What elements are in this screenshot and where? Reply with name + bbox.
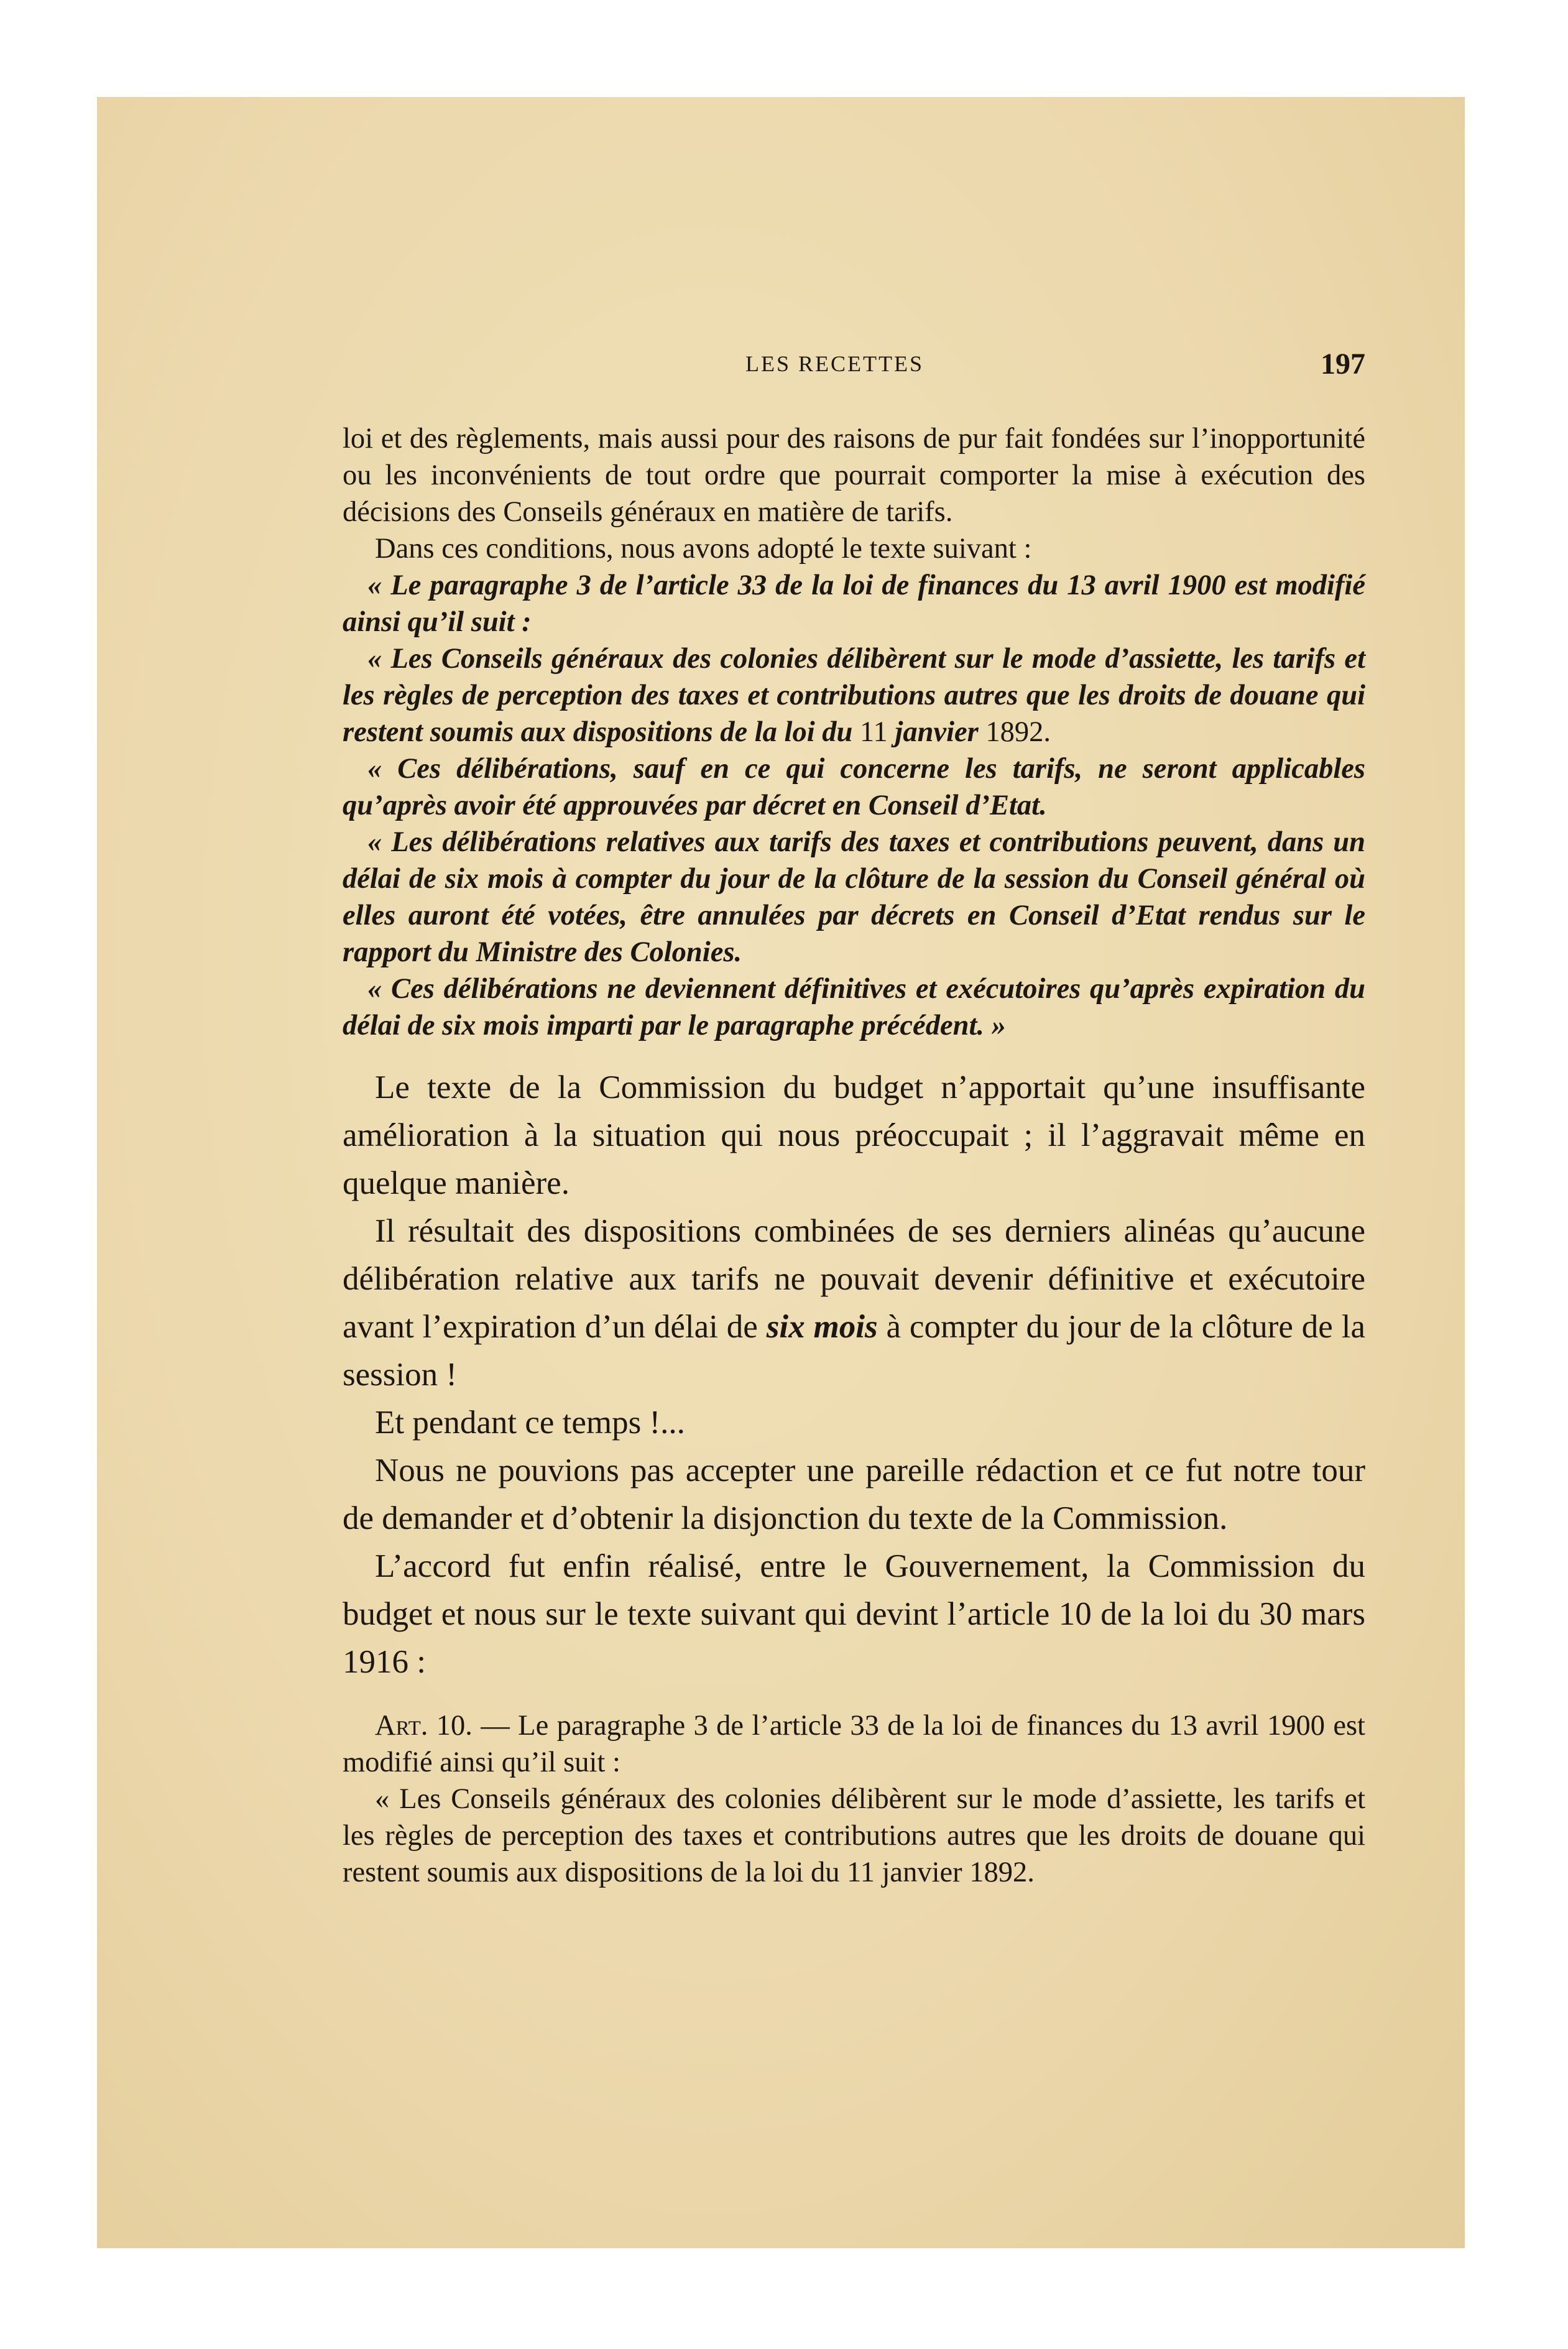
main-paragraph-5: L’accord fut enfin réalisé, entre le Gouvernement, la Commission du budget et nous sur le texte suivant qui devint l’article 10 de la loi du 30 mars 1916 : <box>343 1548 1365 1680</box>
running-head-title: LES RECETTES <box>745 351 924 376</box>
main-paragraph-1: Le texte de la Commission du budget n’apportait qu’une insuffisante amélioration à la situation qui nous préoccupait ; il l’aggravait même en quelque manière. <box>343 1069 1365 1201</box>
main-paragraph-2 <box>343 1207 1365 1399</box>
article-label: Art. 10. <box>375 1710 473 1742</box>
main-paragraph-3: Et pendant ce temps !... <box>375 1405 685 1441</box>
quoted-paragraph-5: « Ces délibérations ne deviennent définitives et exécutoires qu’après expiration du délai de six mois imparti par le paragraphe précédent. » <box>343 973 1365 1041</box>
running-head <box>343 348 1365 388</box>
scanned-page <box>97 97 1465 2248</box>
quoted-paragraph-1: « Le paragraphe 3 de l’article 33 de la loi de finances du 13 avril 1900 est modifié ainsi qu’il suit : <box>343 570 1365 638</box>
quoted-paragraph-4: « Les délibérations relatives aux tarifs des taxes et contributions peuvent, dans un délai de six mois à compter du jour de la clôture de la session du Conseil général où elles auront été votées, être annulées par décrets en Conseil d’Etat rendus sur le rapport du Ministre des Colonies. <box>343 826 1365 968</box>
article-paragraph-1 <box>343 1707 1365 1781</box>
quoted-paragraph-2-text: « Les Conseils généraux des colonies délibèrent sur le mode d’assiette, les tarifs et les règles de perception des taxes et contributions autres que les droits de douane qui restent soumis aux dispositions de la loi du <box>343 643 1365 748</box>
quoted-paragraph-3: « Ces délibérations, sauf en ce qui concerne les tarifs, ne seront applicables qu’après avoir été approuvées par décret en Conseil d’Etat. <box>343 753 1365 821</box>
section-gap <box>343 1686 1365 1707</box>
body-text <box>343 420 1365 1891</box>
main-paragraph-4: Nous ne pouvions pas accepter une pareille rédaction et ce fut notre tour de demander et d’obtenir la disjonction du texte de la Commission. <box>343 1452 1365 1536</box>
quoted-paragraph-2-day: 11 <box>860 716 888 748</box>
paragraph-continuation: loi et des règlements, mais aussi pour des raisons de pur fait fondées sur l’inopportunité ou les inconvénients de tout ordre que pourrait comporter la mise à exécution des décisions des Conseils généraux en matière de tarifs. <box>343 423 1365 528</box>
article-paragraph-1-text: — Le paragraphe 3 de l’article 33 de la loi de finances du 13 avril 1900 est modifié ainsi qu’il suit : <box>343 1710 1365 1778</box>
page-number: 197 <box>1321 348 1365 381</box>
quoted-paragraph-2-month: janvier <box>887 716 986 748</box>
quoted-paragraph-2 <box>343 640 1365 750</box>
section-gap <box>343 1044 1365 1064</box>
article-paragraph-2: « Les Conseils généraux des colonies délibèrent sur le mode d’assiette, les tarifs et les règles de perception des taxes et contributions autres que les droits de douane qui restent soumis aux dispositions de la loi du 11 janvier 1892. <box>343 1783 1365 1888</box>
main-paragraph-2-end: à compter du jour de la clôture de la session ! <box>343 1309 1365 1393</box>
paragraph-intro: Dans ces conditions, nous avons adopté le texte suivant : <box>375 533 1032 565</box>
main-paragraph-2-emphasis: six mois <box>766 1309 878 1345</box>
quoted-paragraph-2-year: 1892. <box>985 716 1051 748</box>
main-paragraph-2-text: Il résultait des dispositions combinées de ses derniers alinéas qu’aucune délibération relative aux tarifs ne pouvait devenir définitive et exécutoire avant l’expiration d’un délai de <box>343 1213 1365 1345</box>
